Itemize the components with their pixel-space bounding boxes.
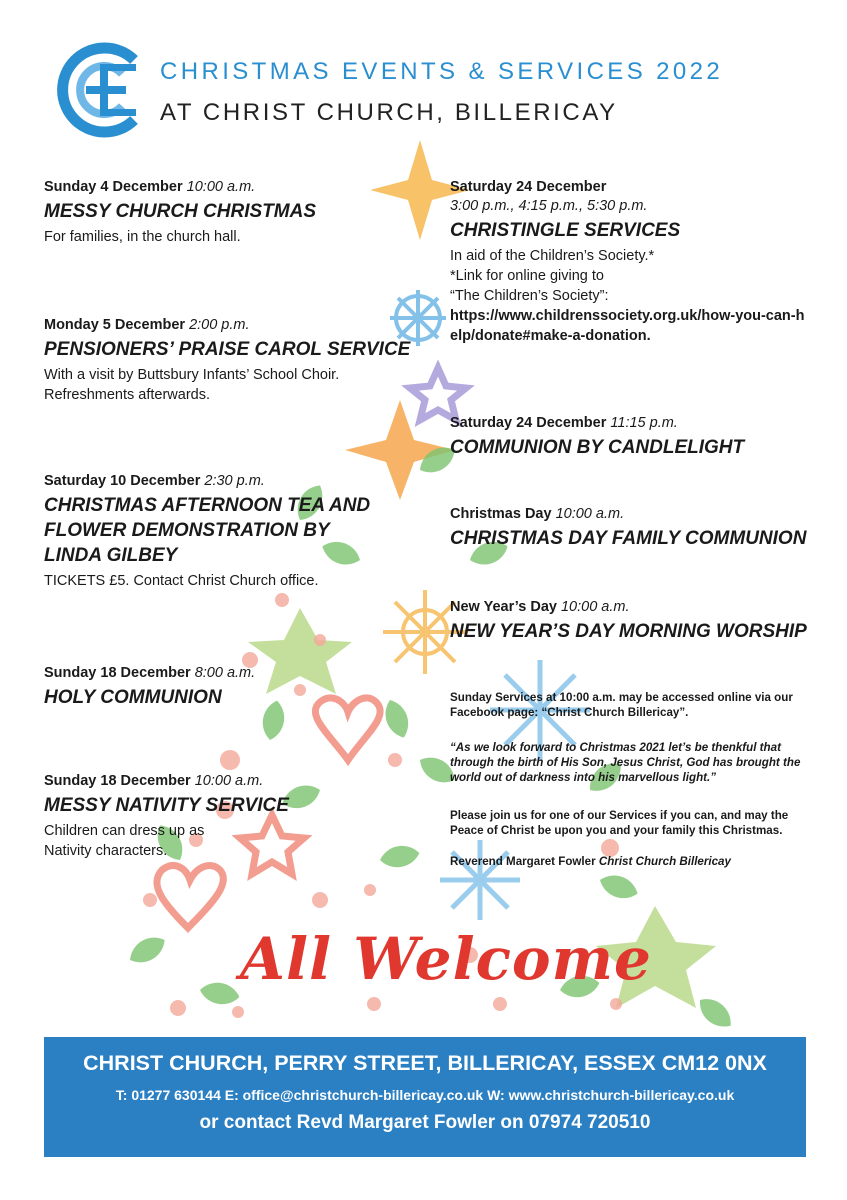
page-subtitle: AT CHRIST CHURCH, BILLERICAY: [160, 99, 618, 126]
invitation-note: Please join us for one of our Services if you can, and may the Peace of Christ be upon you and your family this Christmas.: [450, 809, 789, 837]
event-day: Sunday 18 December: [44, 665, 191, 681]
event-name: CHRISTMAS AFTERNOON TEA AND FLOWER DEMONSTRATION BY LINDA GILBEY: [44, 495, 371, 566]
event-name: PENSIONERS’ PRAISE CAROL SERVICE: [44, 339, 411, 360]
event-afternoon-tea: [44, 472, 379, 591]
event-name: CHRISTINGLE SERVICES: [450, 220, 681, 241]
event-name: COMMUNION BY CANDLELIGHT: [450, 437, 745, 458]
event-time: 10:00 a.m.: [194, 773, 264, 789]
event-new-years-day: [450, 598, 810, 644]
event-day: Sunday 18 December: [44, 773, 191, 789]
event-messy-church-christmas: [44, 178, 414, 247]
event-time: 2:30 p.m.: [204, 473, 265, 489]
event-christingle: [450, 178, 810, 346]
event-description: For families, in the church hall.: [44, 229, 241, 245]
signature-name: Reverend Margaret Fowler: [450, 855, 596, 868]
contact-details[interactable]: T: 01277 630144 E: office@christchurch-billericay.co.uk W: www.christchurch-billericay.co.uk: [115, 1087, 735, 1103]
heart-icon: [157, 865, 223, 928]
event-day: Sunday 4 December: [44, 179, 183, 195]
event-day: Christmas Day: [450, 506, 552, 522]
event-name: CHRISTMAS DAY FAMILY COMMUNION: [450, 528, 807, 549]
event-time: 11:15 p.m.: [610, 415, 678, 431]
event-day: Saturday 10 December: [44, 473, 201, 489]
revd-contact: or contact Revd Margaret Fowler on 07974 720510: [199, 1112, 651, 1133]
event-time: 10:00 a.m.: [555, 506, 625, 522]
event-holy-communion: [44, 664, 414, 710]
all-welcome-banner: All Welcome: [240, 925, 652, 993]
online-services-note: Sunday Services at 10:00 a.m. may be accessed online via our Facebook page: “Christ Church Billericay”.: [450, 691, 793, 719]
footer-contact-panel: [44, 1037, 806, 1157]
event-name: MESSY NATIVITY SERVICE: [44, 795, 289, 816]
signature: [450, 854, 820, 869]
event-description: In aid of the Children’s Society.* *Link for online giving to “The Children’s Society”:: [450, 248, 655, 304]
signature-church: Christ Church Billericay: [598, 855, 731, 868]
event-messy-nativity: [44, 772, 414, 861]
christ-church-logo: [44, 40, 152, 140]
event-communion-candlelight: [450, 414, 810, 460]
event-name: NEW YEAR’S DAY MORNING WORSHIP: [450, 621, 807, 642]
event-time: 2:00 p.m.: [189, 317, 250, 333]
event-time: 3:00 p.m., 4:15 p.m., 5:30 p.m.: [450, 198, 648, 214]
event-description: With a visit by Buttsbury Infants’ School Choir. Refreshments afterwards.: [44, 367, 340, 403]
star-outline-icon: [410, 368, 466, 420]
event-time: 8:00 a.m.: [194, 665, 256, 681]
event-day: Saturday 24 December: [450, 415, 607, 431]
event-time: 10:00 a.m.: [560, 599, 630, 615]
event-day: Monday 5 December: [44, 317, 186, 333]
event-day: Saturday 24 December: [450, 179, 607, 195]
event-pensioners-carol-service: [44, 316, 414, 405]
christmas-quote: “As we look forward to Christmas 2021 let’s be thenkful that through the birth of His Son, Jesus Christ, God has brought the world out of darkness into his marvellous light.”: [450, 741, 801, 784]
event-description: Children can dress up as Nativity characters.: [44, 823, 205, 859]
event-day: New Year’s Day: [450, 599, 557, 615]
event-christmas-day: [450, 505, 810, 551]
donation-link[interactable]: https://www.childrenssociety.org.uk/how-you-can-help/donate#make-a-donation.: [450, 308, 805, 344]
event-name: HOLY COMMUNION: [44, 687, 222, 708]
event-time: 10:00 a.m.: [186, 179, 256, 195]
event-description: TICKETS £5. Contact Christ Church office.: [44, 573, 319, 589]
page-title: CHRISTMAS EVENTS & SERVICES 2022: [160, 58, 724, 85]
event-name: MESSY CHURCH CHRISTMAS: [44, 201, 317, 222]
church-address: CHRIST CHURCH, PERRY STREET, BILLERICAY, ESSEX CM12 0NX: [83, 1051, 767, 1075]
